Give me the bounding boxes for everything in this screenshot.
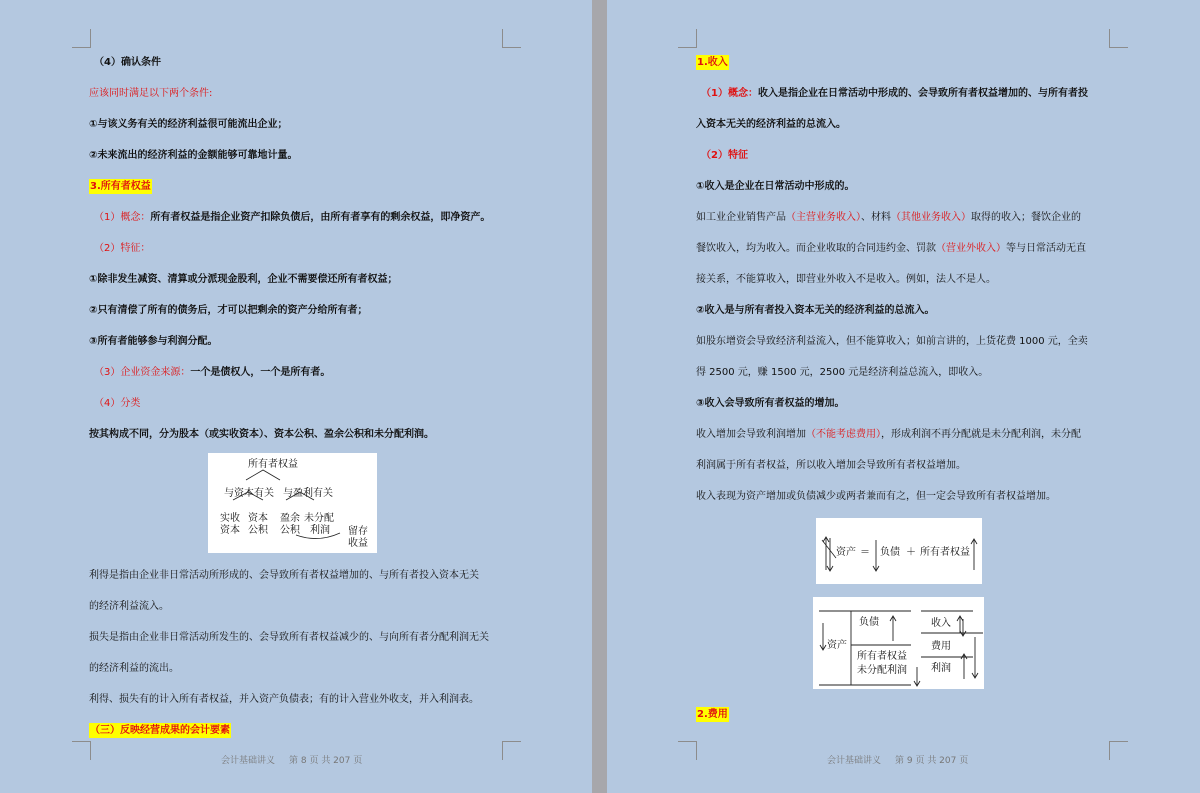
section-expense — [696, 708, 729, 722]
source-text: 一个是债权人，一个是所有者。 — [190, 367, 331, 378]
gain-loss-treatment: 利得、损失有的计入所有者权益，并入资产负债表；有的计入营业外收支，并入利润表。 — [89, 694, 479, 705]
document-page-9 — [607, 0, 1200, 793]
feature-2: ②只有清偿了所有的债务后，才可以把剩余的资产分给所有者； — [89, 305, 368, 316]
concept-text-1: 收入是指企业在日常活动中形成的、会导致所有者权益增加的、与所有者投 — [757, 88, 1088, 99]
example-line-5: 得 2500 元，赚 1500 元，2500 元是经济利益总流入，即收入。 — [696, 367, 989, 378]
tbl-profit: 利润 — [931, 663, 951, 674]
tree-root: 所有者权益 — [248, 459, 298, 470]
eq-equals: ＝ — [860, 547, 870, 558]
ex6-part-c: ，形成利润不再分配就是未分配利润，未分配 — [881, 429, 1081, 440]
example-line-7: 利润属于所有者权益，所以收入增加会导致所有者权益增加。 — [696, 460, 966, 471]
example-line-2 — [696, 242, 1086, 256]
tbl-income: 收入 — [931, 618, 951, 629]
t-account-figure — [813, 597, 984, 689]
concept-label: （1）概念： — [701, 88, 758, 99]
crop-mark — [502, 741, 521, 760]
page-gap — [592, 0, 607, 793]
feature-1: ①除非发生减资、清算或分派现金股利，企业不需要偿还所有者权益； — [89, 274, 398, 285]
tbl-expense: 费用 — [931, 641, 951, 652]
classification-label: （4）分类 — [94, 398, 141, 409]
crop-mark — [1109, 741, 1128, 760]
ex1-part-c: 、材料 — [861, 212, 891, 223]
tbl-liability: 负债 — [859, 617, 879, 628]
ex6-part-a: 收入增加会导致利润增加 — [696, 429, 806, 440]
ex6-note: （不能考虑费用） — [806, 429, 881, 440]
tree-leaf-retained-1: 留存 — [348, 526, 368, 537]
feature-label: （2）特征： — [94, 243, 151, 254]
ex1-main-revenue: （主营业务收入） — [786, 212, 861, 223]
revenue-concept-2: 入资本无关的经济利益的总流入。 — [696, 119, 846, 130]
loss-definition-2: 的经济利益的流出。 — [89, 663, 179, 674]
crop-mark — [72, 29, 91, 48]
feature-3: ③所有者能够参与利润分配。 — [89, 336, 218, 347]
ex2-part-c: 等与日常活动无直 — [1006, 243, 1086, 254]
tree-leaf-paid-in-1: 实收 — [220, 513, 240, 524]
ex1-part-e: 取得的收入；餐饮企业的 — [971, 212, 1081, 223]
footer-page-number: 第 9 页 共 207 页 — [895, 756, 969, 766]
tree-capital-related: 与资本有关 — [224, 488, 274, 499]
section-owners-equity — [89, 180, 152, 194]
section-operating-results-text: （三）反映经营成果的会计要素 — [90, 725, 230, 736]
eq-liability: 负债 — [880, 547, 900, 558]
eq-equity: 所有者权益 — [920, 547, 970, 558]
tree-leaf-undistributed-2: 利润 — [310, 525, 330, 536]
section-revenue — [696, 56, 729, 70]
revenue-concept-1 — [701, 87, 1088, 101]
funding-source — [94, 366, 330, 380]
example-line-4: 如股东增资会导致经济利益流入，但不能算收入；如前言讲的，上货花费 1000 元，全卖 — [696, 336, 1088, 347]
condition-2: ②未来流出的经济利益的金额能够可靠地计量。 — [89, 150, 298, 161]
footer-page-number: 第 8 页 共 207 页 — [289, 756, 363, 766]
revenue-feature-1: ①收入是企业在日常活动中形成的。 — [696, 181, 855, 192]
section-revenue-text: 1.收入 — [697, 57, 728, 68]
crop-mark — [1109, 29, 1128, 48]
tree-leaf-surplus-reserve-1: 盈余 — [280, 513, 300, 524]
tree-leaf-undistributed-1: 未分配 — [304, 513, 334, 524]
ex1-part-a: 如工业企业销售产品 — [696, 212, 786, 223]
crop-mark — [502, 29, 521, 48]
tree-leaf-paid-in-2: 资本 — [220, 525, 240, 536]
tree-profit-related: 与盈利有关 — [283, 488, 333, 499]
gain-definition-2: 的经济利益流入。 — [89, 601, 169, 612]
condition-intro: 应该同时满足以下两个条件: — [89, 88, 213, 99]
equity-tree-diagram — [208, 453, 377, 553]
revenue-feature-label: （2）特征 — [701, 150, 748, 161]
example-line-1 — [696, 211, 1081, 225]
classification-text: 按其构成不同，分为股本（或实收资本）、资本公积、盈余公积和未分配利润。 — [89, 429, 434, 440]
example-line-3: 接关系，不能算收入，即营业外收入不是收入。例如，法人不是人。 — [696, 274, 996, 285]
equity-concept — [94, 211, 490, 225]
eq-asset: 资产 — [836, 547, 856, 558]
tree-leaf-surplus-reserve-2: 公积 — [280, 525, 300, 536]
page-footer — [827, 753, 982, 766]
example-line-6 — [696, 428, 1081, 442]
page-footer — [221, 753, 376, 766]
revenue-feature-3: ③收入会导致所有者权益的增加。 — [696, 398, 845, 409]
tbl-asset: 资产 — [827, 640, 847, 651]
tree-leaf-capital-reserve-1: 资本 — [248, 513, 268, 524]
revenue-feature-2: ②收入是与所有者投入资本无关的经济利益的总流入。 — [696, 305, 935, 316]
tree-leaf-capital-reserve-2: 公积 — [248, 525, 268, 536]
section-owners-equity-text: 3.所有者权益 — [90, 181, 151, 192]
footer-title: 会计基础讲义 — [827, 756, 882, 766]
accounting-equation-figure — [816, 518, 982, 584]
tree-leaf-retained-2: 收益 — [348, 538, 368, 549]
crop-mark — [678, 741, 697, 760]
source-label: （3）企业资金来源： — [94, 367, 191, 378]
ex2-part-a: 餐饮收入，均为收入。而企业收取的合同违约金、罚款 — [696, 243, 936, 254]
concept-label: （1）概念： — [94, 212, 151, 223]
section-expense-text: 2.费用 — [697, 709, 728, 720]
document-page-8 — [0, 0, 592, 793]
ex2-non-operating: （营业外收入） — [936, 243, 1006, 254]
section-operating-results — [89, 724, 231, 738]
crop-mark — [72, 741, 91, 760]
gain-definition-1: 利得是指由企业非日常活动所形成的、会导致所有者权益增加的、与所有者投入资本无关 — [89, 570, 479, 581]
footer-title: 会计基础讲义 — [221, 756, 276, 766]
eq-plus: ＋ — [906, 547, 916, 558]
tbl-equity: 所有者权益 — [857, 651, 907, 662]
example-line-8: 收入表现为资产增加或负债减少或两者兼而有之，但一定会导致所有者权益增加。 — [696, 491, 1056, 502]
concept-text: 所有者权益是指企业资产扣除负债后，由所有者享有的剩余权益，即净资产。 — [150, 212, 491, 223]
ex1-other-revenue: （其他业务收入） — [891, 212, 971, 223]
crop-mark — [678, 29, 697, 48]
loss-definition-1: 损失是指由企业非日常活动所发生的、会导致所有者权益减少的、与向所有者分配利润无关 — [89, 632, 489, 643]
tbl-undistributed-profit: 未分配利润 — [857, 665, 907, 676]
condition-1: ①与该义务有关的经济利益很可能流出企业； — [89, 119, 288, 130]
heading-confirm-conditions: （4）确认条件 — [94, 57, 161, 68]
